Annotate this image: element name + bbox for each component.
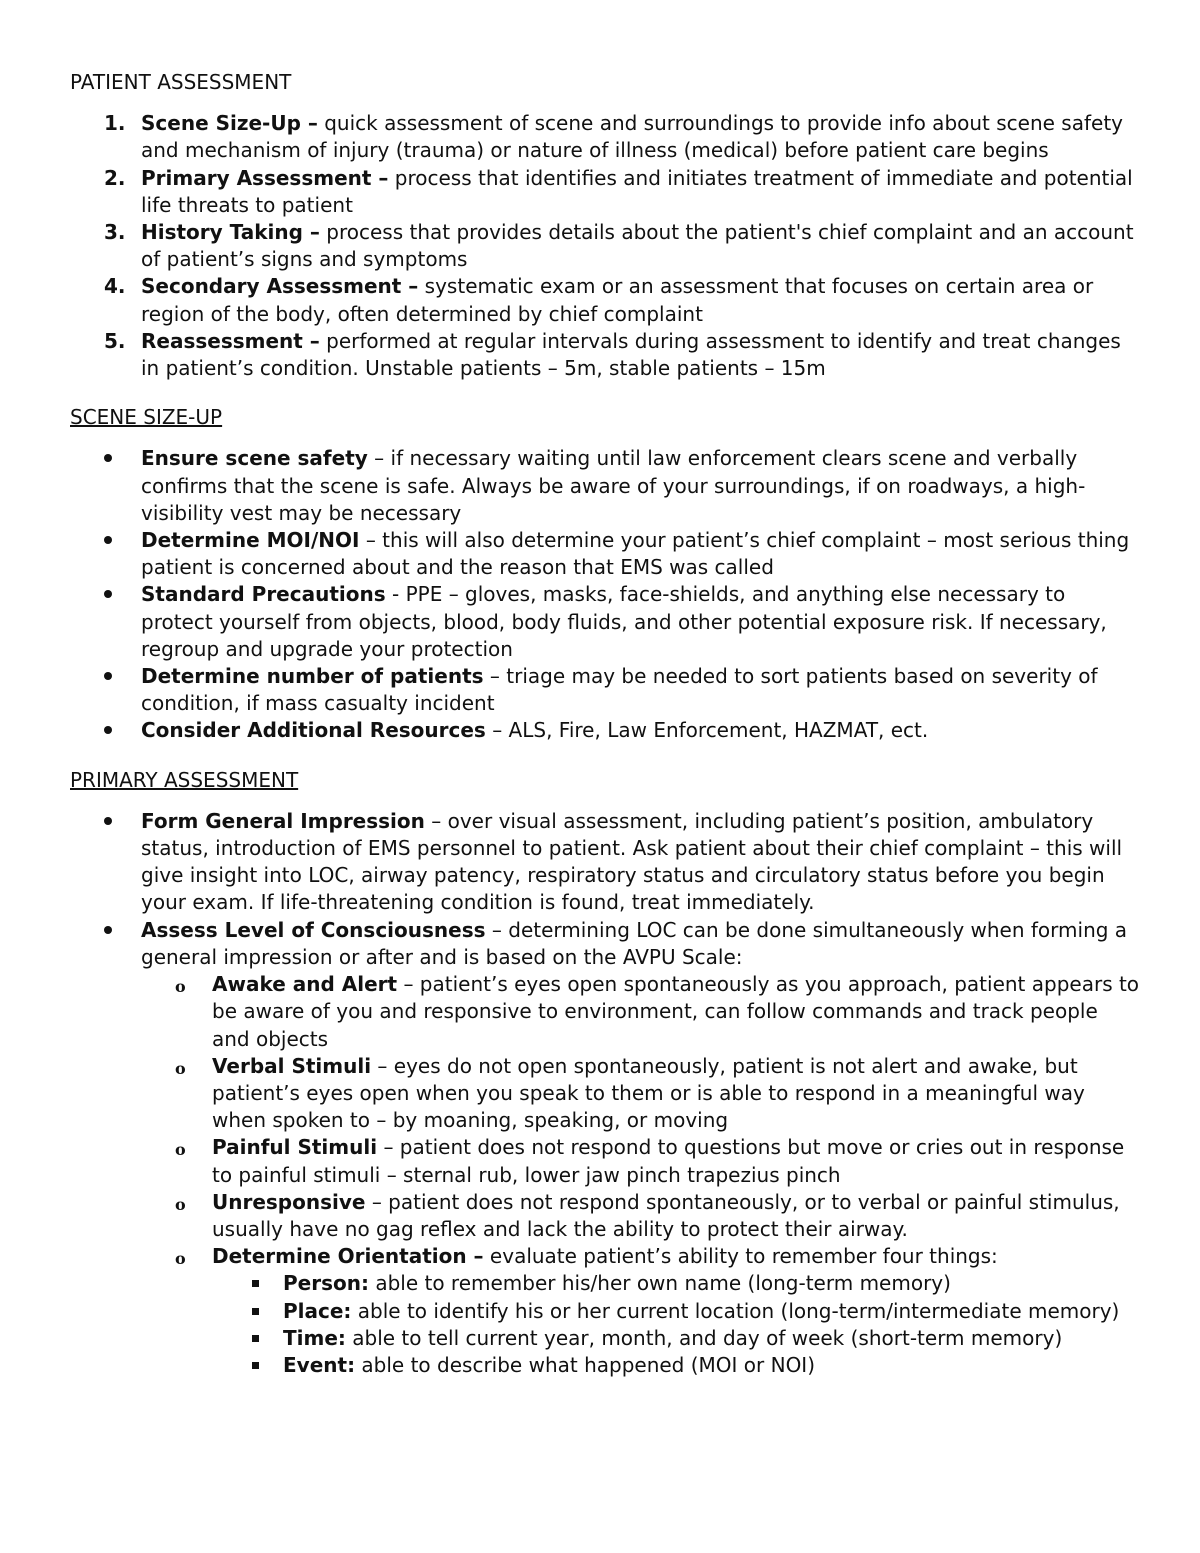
step-text: process that identifies and initiates treatment of immediate and potential life threats to patient: [141, 165, 1133, 217]
step-term: History Taking –: [141, 220, 320, 245]
bullet-icon: [104, 726, 112, 734]
item-term: Verbal Stimuli: [212, 1053, 372, 1078]
item-term: Unresponsive: [212, 1189, 366, 1214]
page-title: PATIENT ASSESSMENT: [70, 70, 292, 94]
step-text: systematic exam or an assessment that focuses on certain area or region of the body, often determined by chief complaint: [141, 274, 1094, 326]
item-term: Event:: [283, 1352, 356, 1377]
item-term: Standard Precautions: [141, 582, 386, 607]
circle-bullet-icon: o: [175, 1249, 186, 1269]
list-item: [70, 527, 1140, 581]
bullet-icon: [104, 926, 112, 934]
step-number: 3.: [104, 220, 126, 245]
item-term: Assess Level of Consciousness: [141, 917, 486, 942]
step-text: performed at regular intervals during assessment to identify and treat changes in patient’s condition. Unstable patients – 5m, stable patients – 15m: [141, 328, 1121, 381]
list-item: [70, 165, 1140, 219]
square-bullet-icon: [252, 1335, 259, 1342]
document-page: [70, 69, 1140, 1379]
item-term: Person:: [283, 1271, 369, 1296]
square-bullet-icon: [252, 1362, 259, 1369]
item-text: able to remember his/her own name (long-term memory): [375, 1271, 951, 1296]
circle-bullet-icon: o: [175, 1194, 186, 1214]
item-text: – this will also determine your patient’s chief complaint – most serious thing patient is concerned about and the reason that EMS was called: [141, 528, 1130, 580]
item-text: – ALS, Fire, Law Enforcement, HAZMAT, ect.: [492, 718, 929, 743]
orientation-list: [212, 1270, 1140, 1379]
step-term: Scene Size-Up –: [141, 111, 318, 136]
step-term: Primary Assessment –: [141, 165, 389, 190]
item-text: – patient does not respond to questions but move or cries out in response to painful stimuli – sternal rub, lower jaw pinch trapezius pinch: [212, 1135, 1125, 1187]
step-text: quick assessment of scene and surroundings to provide info about scene safety and mechanism of injury (trauma) or nature of illness (medical) before patient care begins: [141, 111, 1124, 163]
item-text: able to identify his or her current location (long-term/intermediate memory): [357, 1298, 1120, 1323]
list-item: [212, 1270, 1140, 1297]
item-term: Painful Stimuli: [212, 1135, 378, 1160]
list-item: [212, 1325, 1140, 1352]
step-number: 5.: [104, 328, 126, 353]
list-item: [70, 445, 1140, 527]
item-term: Time:: [283, 1325, 346, 1350]
assessment-steps-list: [70, 110, 1140, 382]
list-item: [70, 1243, 1140, 1379]
item-text: evaluate patient’s ability to remember four things:: [489, 1244, 998, 1269]
step-term: Reassessment –: [141, 328, 320, 353]
item-term: Determine number of patients: [141, 664, 484, 689]
item-term: Consider Additional Resources: [141, 718, 486, 743]
item-term: Ensure scene safety: [141, 446, 368, 471]
list-item: [70, 1053, 1140, 1135]
item-text: able to tell current year, month, and day of week (short-term memory): [352, 1325, 1063, 1350]
item-text: – patient does not respond spontaneously, or to verbal or painful stimulus, usually have no gag reflex and lack the ability to protect their airway.: [212, 1189, 1120, 1241]
item-term: Form General Impression: [141, 808, 425, 833]
item-term: Determine Orientation –: [212, 1244, 484, 1269]
item-text: – determining LOC can be done simultaneously when forming a general impression or after and is based on the AVPU Scale:: [141, 917, 1128, 969]
item-term: Determine MOI/NOI: [141, 528, 360, 553]
list-item: [70, 971, 1140, 1053]
bullet-icon: [104, 590, 112, 598]
avpu-scale-list: [70, 971, 1140, 1379]
list-item: [212, 1352, 1140, 1379]
list-item: [70, 219, 1140, 273]
item-text: - PPE – gloves, masks, face-shields, and anything else necessary to protect yourself from objects, blood, body fluids, and other potential exposure risk. If necessary, regroup and upgrade your protection: [141, 582, 1107, 661]
step-number: 2.: [104, 165, 126, 190]
section-heading-scene-size-up: SCENE SIZE-UP: [70, 405, 223, 430]
list-item: [70, 110, 1140, 164]
step-number: 4.: [104, 274, 126, 299]
list-item: [70, 1189, 1140, 1243]
section-heading-primary-assessment: PRIMARY ASSESSMENT: [70, 767, 299, 792]
bullet-icon: [104, 536, 112, 544]
circle-bullet-icon: o: [175, 977, 186, 997]
item-text: able to describe what happened (MOI or NOI): [361, 1352, 816, 1377]
list-item: [70, 917, 1140, 1379]
list-item: [70, 808, 1140, 917]
bullet-icon: [104, 817, 112, 825]
list-item: [70, 1134, 1140, 1188]
step-term: Secondary Assessment –: [141, 274, 419, 299]
square-bullet-icon: [252, 1308, 259, 1315]
step-number: 1.: [104, 111, 126, 136]
list-item: [70, 273, 1140, 327]
circle-bullet-icon: o: [175, 1140, 186, 1160]
list-item: [70, 717, 1140, 744]
list-item: [70, 663, 1140, 717]
circle-bullet-icon: o: [175, 1058, 186, 1078]
item-term: Place:: [283, 1298, 352, 1323]
item-text: – eyes do not open spontaneously, patient is not alert and awake, but patient’s eyes open when you speak to them or is able to respond in a meaningful way when spoken to – by moaning, speaking, or moving: [212, 1053, 1085, 1133]
scene-size-up-list: [70, 445, 1140, 744]
step-text: process that provides details about the patient's chief complaint and an account of patient’s signs and symptoms: [141, 220, 1134, 272]
item-text: – patient’s eyes open spontaneously as you approach, patient appears to be aware of you and responsive to environment, can follow commands and track people and objects: [212, 972, 1140, 1051]
square-bullet-icon: [252, 1280, 259, 1287]
bullet-icon: [104, 454, 112, 462]
primary-assessment-list: [70, 808, 1140, 1379]
item-text: – triage may be needed to sort patients based on severity of condition, if mass casualty incident: [141, 664, 1098, 716]
item-term: Awake and Alert: [212, 972, 398, 997]
item-text: – over visual assessment, including patient’s position, ambulatory status, introduction of EMS personnel to patient. Ask patient about their chief complaint – this will give insight into LOC, airway patency, respiratory status and circulatory status before you begin your exam. If life-threatening condition is found, treat immediately.: [141, 808, 1123, 915]
item-text: – if necessary waiting until law enforcement clears scene and verbally confirms that the scene is safe. Always be aware of your surroundings, if on roadways, a high-visibility vest may be necessary: [141, 446, 1086, 525]
list-item: [70, 328, 1140, 382]
list-item: [70, 581, 1140, 663]
list-item: [212, 1298, 1140, 1325]
bullet-icon: [104, 672, 112, 680]
